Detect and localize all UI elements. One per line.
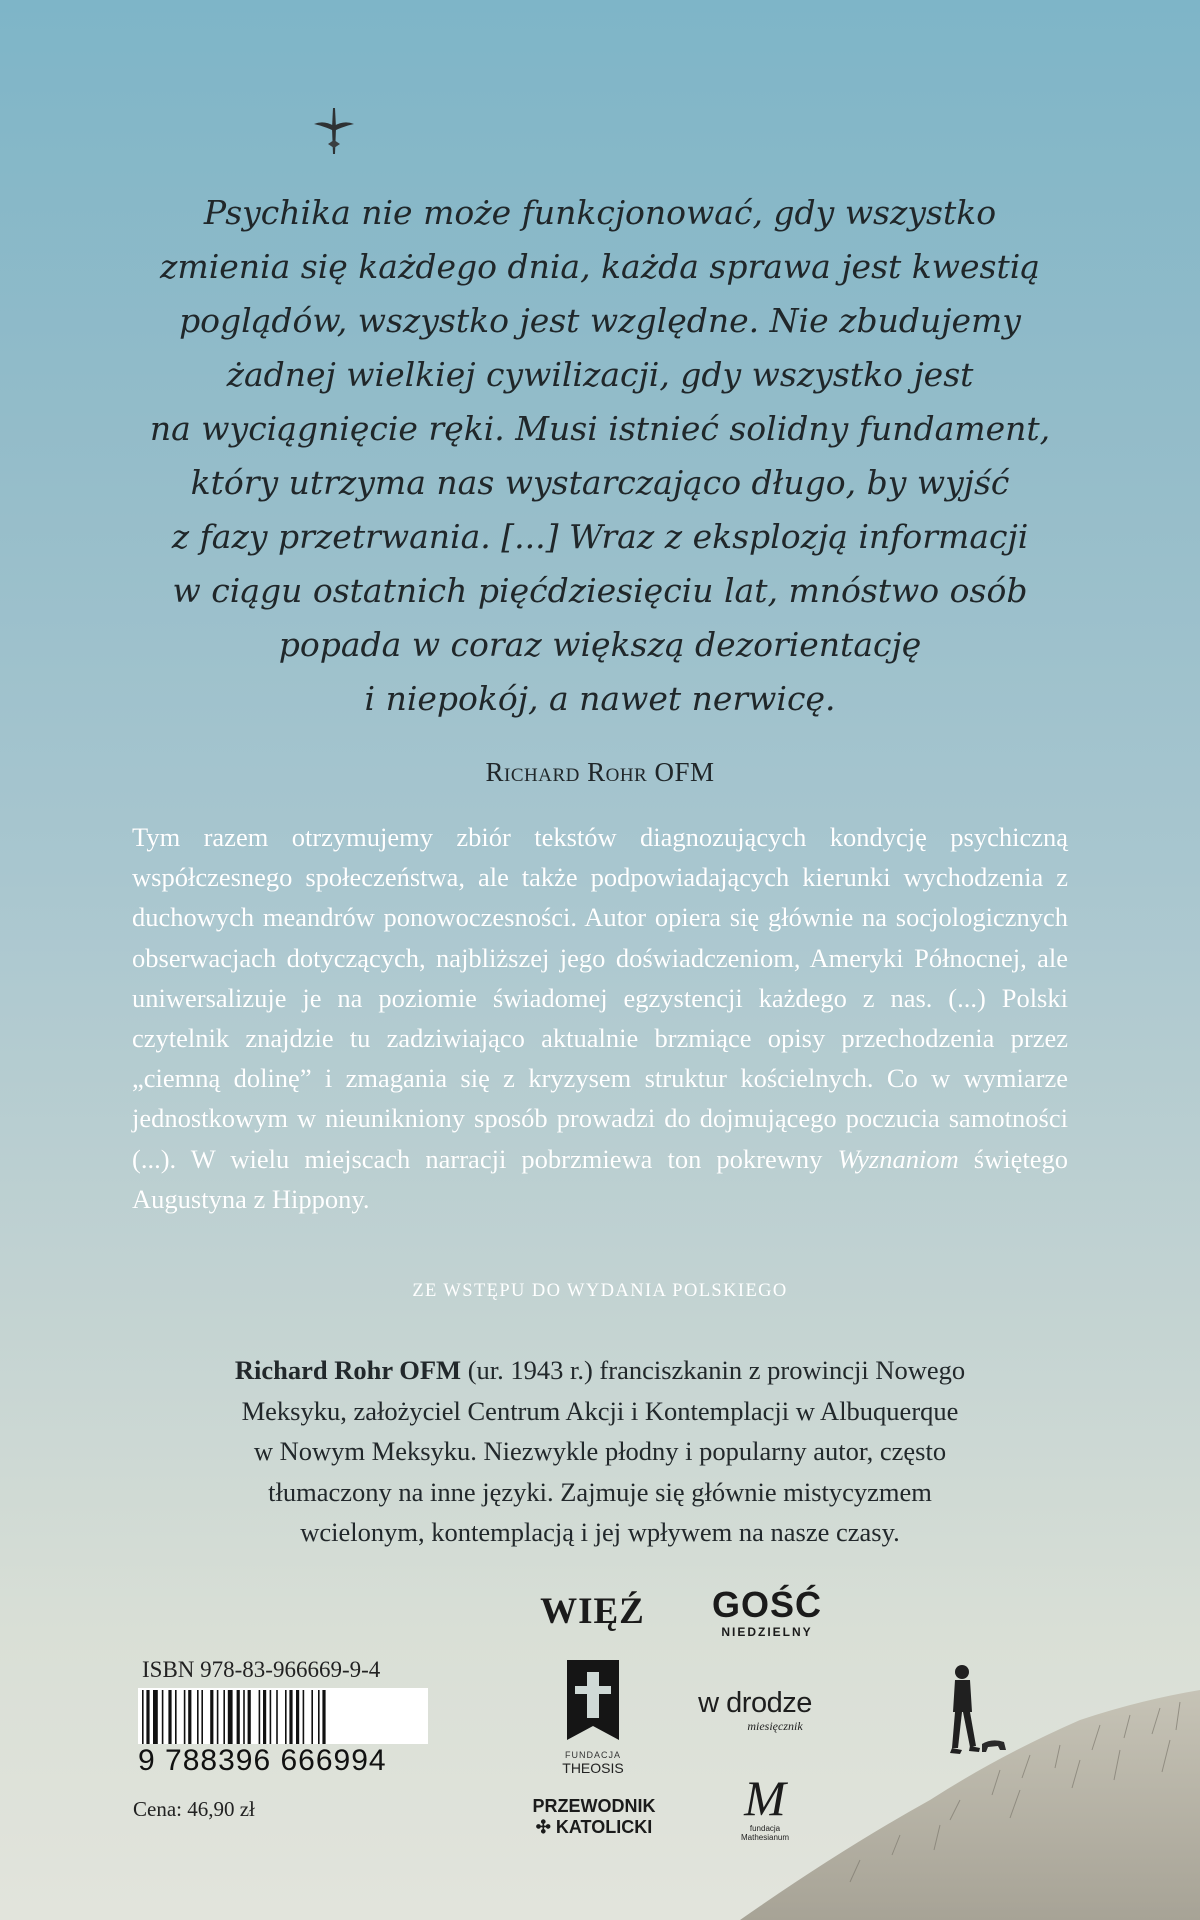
barcode-bar — [243, 1690, 245, 1744]
barcode-bar — [303, 1690, 305, 1744]
barcode-bar — [197, 1690, 199, 1744]
description-text — [132, 817, 1068, 1219]
w-drodze-logo-title: w drodze — [698, 1687, 812, 1719]
barcode-bar — [162, 1690, 164, 1744]
mathesianum-logo-mark: M — [744, 1770, 786, 1826]
gosc-logo-title: GOŚĆ — [711, 1584, 822, 1625]
theosis-logo — [553, 1660, 633, 1776]
price-label: Cena: 46,90 zł — [133, 1797, 255, 1821]
theosis-logo-line2: THEOSIS — [562, 1760, 624, 1776]
barcode-bar — [217, 1690, 219, 1744]
isbn-label: ISBN 978-83-966669-9-4 — [142, 1657, 381, 1682]
gosc-niedzielny-logo — [707, 1585, 827, 1639]
theosis-emblem-icon — [561, 1660, 625, 1746]
barcode-digits: 9 788396 666994 — [138, 1744, 387, 1777]
quote-author: Richard Rohr OFM — [485, 757, 715, 787]
author-bio — [130, 1350, 1070, 1553]
description-book-title: Wyznaniom — [837, 1143, 959, 1174]
mathesianum-logo-line2: Mathesianum — [740, 1833, 790, 1842]
description-text-part2: świętego Augustyna z Hippony. — [132, 1143, 1068, 1214]
description-text-part1: Tym razem otrzymujemy zbiór tekstów diagnozujących kondycję psychiczną współczesnego społeczeństwa, ale także podpowiadających kierunki wychodzenia z duchowych meandrów ponowoczesności. Autor opiera się głównie na socjologicznych obserwacjach dotyczących, najbliższej jego doświadczeniom, Ameryki Północnej, ale uniwersalizuje je na poziomie świadomej egzystencji każdego z nas. (...) Polski czytelnik znajdzie tu zadziwiająco aktualnie brzmiące opisy przechodzenia przez „ciemną dolinę” i zmagania się z kryzysem struktur kościelnych. Co w wymiarze jednostkowym w nieunikniony sposób prowadzi do dojmującego poczucia samotności (...). W wielu miejscach narracji pobrzmiewa ton pokrewny — [132, 822, 1068, 1174]
description-source: ZE WSTĘPU DO WYDANIA POLSKIEGO — [412, 1281, 788, 1301]
barcode-bar — [276, 1690, 278, 1744]
bio-author-name: Richard Rohr OFM — [234, 1355, 462, 1385]
dog-figure — [982, 1740, 1006, 1752]
theosis-logo-line1: FUNDACJA — [564, 1750, 621, 1760]
w-drodze-logo-subtitle: miesięcznik — [747, 1719, 803, 1733]
barcode-bar — [146, 1690, 149, 1744]
przewodnik-logo-line2: ✣ KATOLICKI — [535, 1817, 653, 1837]
barcode-bar — [237, 1690, 240, 1744]
bio-text: (ur. 1943 r.) franciszkanin z prowincji Nowego Meksyku, założyciel Centrum Akcji i Kontemplacji w Albuquerque w Nowym Meksyku. Niezwykle płodny i popularny autor, często tłumaczony na inne języki. Zajmuje się głównie mistycyzmem wcielonym, kontemplacją i jej wpływem na nasze czasy. — [241, 1355, 966, 1547]
walking-man-figure — [950, 1665, 980, 1754]
barcode-bar — [223, 1690, 225, 1744]
barcode-bar — [142, 1690, 144, 1744]
barcode-bar — [153, 1690, 158, 1744]
bird-illustration — [312, 104, 356, 164]
przewodnik-logo-line1: PRZEWODNIK — [532, 1796, 656, 1816]
gosc-logo-subtitle: NIEDZIELNY — [721, 1625, 813, 1639]
barcode-bar — [263, 1690, 266, 1744]
barcode-bar — [259, 1690, 261, 1744]
przewodnik-katolicki-logo — [515, 1796, 673, 1838]
barcode-bar — [201, 1690, 203, 1744]
barcode-bar — [188, 1690, 191, 1744]
barcode-bar — [175, 1690, 177, 1744]
barcode-bar — [289, 1690, 292, 1744]
wiez-logo: WIĘŹ — [540, 1591, 645, 1632]
barcode-bar — [285, 1690, 287, 1744]
barcode-bar — [228, 1690, 233, 1744]
barcode-bar — [296, 1690, 299, 1744]
barcode-bar — [248, 1690, 251, 1744]
barcode-bar — [311, 1690, 313, 1744]
mathesianum-logo-line1: fundacja — [749, 1824, 781, 1833]
barcode-bar — [210, 1690, 213, 1744]
barcode-bar — [322, 1690, 325, 1744]
barcode-bar — [270, 1690, 272, 1744]
barcode-bar — [184, 1690, 186, 1744]
epigraph-quote: Psychika nie może funkcjonować, gdy wszystko zmienia się każdego dnia, każda sprawa jest kwestią poglądów, wszystko jest względne. Nie zbudujemy żadnej wielkiej cywilizacji, gdy wszystko jest na wyciągnięcie ręki. Musi istnieć solidny fundament, który utrzyma nas wystarczająco długo, by wyjść z fazy przetrwania. [...] Wraz z eksplozją informacji w ciągu ostatnich pięćdziesięciu lat, mnóstwo osób popada w coraz większą dezorientację i niepokój, a nawet nerwicę. — [149, 193, 1051, 718]
hillside-illustration — [700, 1650, 1200, 1920]
barcode-bar — [318, 1690, 320, 1744]
barcode-bar — [168, 1690, 171, 1744]
